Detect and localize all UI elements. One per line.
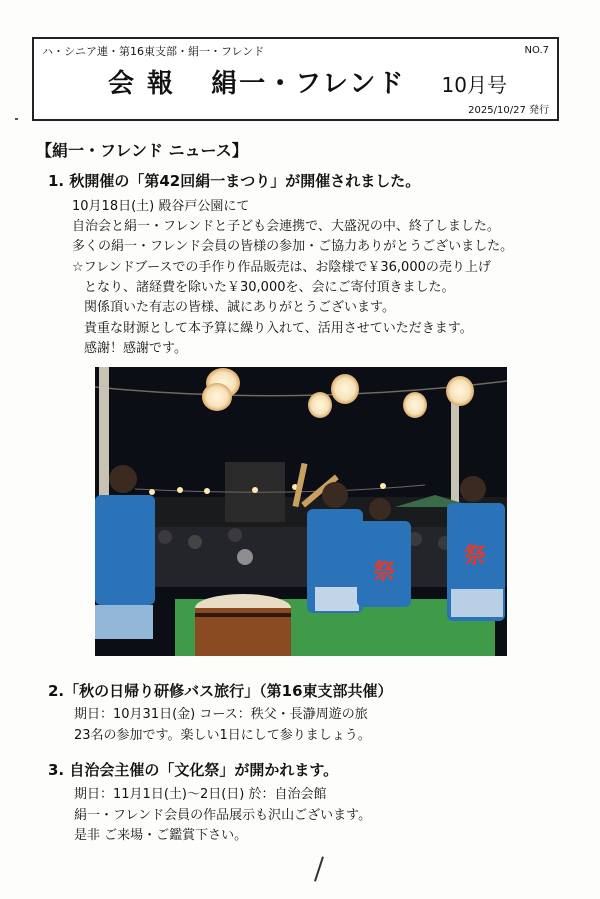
item-1-heading: 1. 秋開催の「第42回絹一まつり」が開催されました。 [48,172,421,190]
issue-number: NO.7 [524,45,549,56]
item-2-heading: 2.「秋の日帰り研修バス旅行」（第16東支部共催） [48,682,393,700]
title-left: 会 報 [108,69,176,99]
happi-kanji-label: 祭 [372,560,396,585]
item-2-line: 23名の参加です。楽しい1日にして参りましょう。 [74,728,371,743]
item-3-line: 是非 ご来場・ご鑑賞下さい。 [74,828,248,843]
item-2-line: 期日：10月31日(金) コース：秩父・長瀞周遊の旅 [74,707,368,722]
issue-date: 2025/10/27 発行 [468,105,549,116]
item-1-line: となり、諸経費を除いた￥30,000を、会にご寄付頂きました。 [84,280,455,295]
organization-name: ハ・シニア連・第16東支部・絹一・フレンド [42,45,265,58]
happi-kanji-label: 祭 [463,544,487,569]
newsletter-header [32,37,559,121]
item-1-line: 10月18日(土) 殿谷戸公園にて [72,199,250,214]
scan-speck [15,118,18,120]
title-right: 絹一・フレンド [211,69,406,99]
newsletter-title [108,63,405,100]
festival-photo-drawing [95,367,507,656]
item-1-line: 感謝！感謝です。 [84,341,187,356]
item-1-line: 自治会と絹一・フレンドと子ども会連携で、大盛況の中、終了しました。 [72,219,500,234]
item-1-line: ☆フレンドブースでの手作り作品販売は、お陰様で￥36,000の売り上げ [72,260,491,275]
festival-photo [95,367,507,656]
item-1-line: 多くの絹一・フレンド会員の皆様の参加・ご協力ありがとうございました。 [72,239,514,254]
item-3-line: 期日：11月1日(土)～2日(日) 於：自治会館 [74,787,327,802]
issue-month: 10月号 [441,73,507,97]
item-1-line: 貴重な財源として本予算に繰り入れて、活用させていただきます。 [84,321,473,336]
section-title: 【絹一・フレンド ニュース】 [36,141,248,160]
pen-mark [314,856,324,881]
item-3-heading: 3. 自治会主催の「文化祭」が開かれます。 [48,761,339,779]
item-3-line: 絹一・フレンド会員の作品展示も沢山ございます。 [74,808,372,823]
item-1-line: 関係頂いた有志の皆様、誠にありがとうございます。 [84,300,395,315]
